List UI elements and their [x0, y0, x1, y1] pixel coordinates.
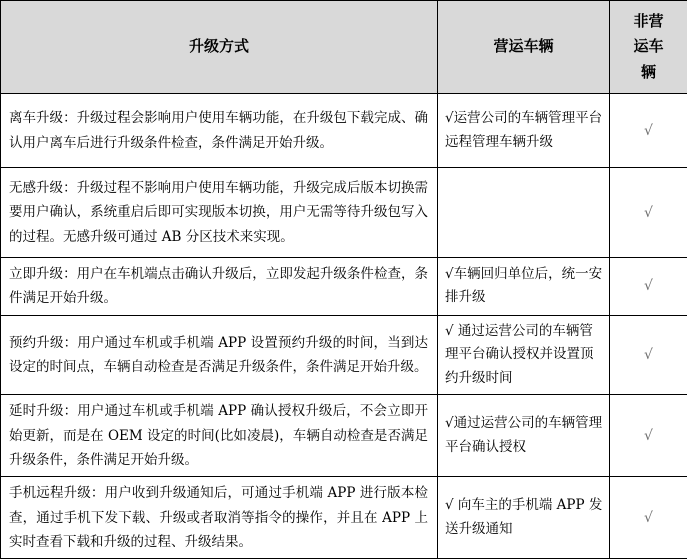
method-description: 无感升级：升级过程不影响用户使用车辆功能，升级完成后版本切换需要用户确认，系统重启后即可实现版本切换，用户无需等待升级包写入的过程。无感升级可通过 AB 分区技术来实现。 — [1, 168, 438, 258]
method-description: 手机远程升级：用户收到升级通知后，可通过手机端 APP 进行版本检查，通过手机下发下载、升级或者取消等指令的操作，并且在 APP 上实时查看下载和升级的过程、升级结果。 — [1, 477, 438, 559]
table-row-immediate-upgrade — [1, 258, 687, 316]
non-operating-check-icon: √ — [610, 477, 687, 559]
operating-vehicles-note: √车辆回归单位后，统一安排升级 — [438, 258, 610, 316]
non-operating-check-icon: √ — [610, 94, 687, 168]
method-description: 立即升级：用户在车机端点击确认升级后，立即发起升级条件检查，条件满足开始升级。 — [1, 258, 438, 316]
operating-vehicles-note: √ 通过运营公司的车辆管理平台确认授权并设置顶约升级时间 — [438, 315, 610, 395]
operating-vehicles-note: √通过运营公司的车辆管理平台确认授权 — [438, 395, 610, 477]
non-operating-check-icon: √ — [610, 258, 687, 316]
operating-vehicles-note: √运营公司的车辆管理平台远程管理车辆升级 — [438, 94, 610, 168]
table-row-seamless-upgrade — [1, 168, 687, 258]
header-non-operating-vehicles: 非营运车辆 — [610, 1, 687, 94]
table-row-phone-remote-upgrade — [1, 477, 687, 559]
header-row — [1, 1, 687, 94]
method-description: 预约升级：用户通过车机或手机端 APP 设置预约升级的时间，当到达设定的时间点，车辆自动检查是否满足升级条件，条件满足开始升级。 — [1, 315, 438, 395]
header-upgrade-method: 升级方式 — [1, 1, 438, 94]
non-operating-check-icon: √ — [610, 168, 687, 258]
method-description: 延时升级：用户通过车机或手机端 APP 确认授权升级后，不会立即开始更新，而是在 OEM 设定的时间(比如凌晨)，车辆自动检查是否满足升级条件，条件满足开始升级。 — [1, 395, 438, 477]
non-operating-check-icon: √ — [610, 395, 687, 477]
table-row-leave-car-upgrade — [1, 94, 687, 168]
table-row-delayed-upgrade — [1, 395, 687, 477]
header-operating-vehicles: 营运车辆 — [438, 1, 610, 94]
table-row-scheduled-upgrade — [1, 315, 687, 395]
method-description: 离车升级：升级过程会影响用户使用车辆功能，在升级包下载完成、确认用户离车后进行升级条件检查，条件满足开始升级。 — [1, 94, 438, 168]
operating-vehicles-note — [438, 168, 610, 258]
operating-vehicles-note: √ 向车主的手机端 APP 发送升级通知 — [438, 477, 610, 559]
non-operating-check-icon: √ — [610, 315, 687, 395]
